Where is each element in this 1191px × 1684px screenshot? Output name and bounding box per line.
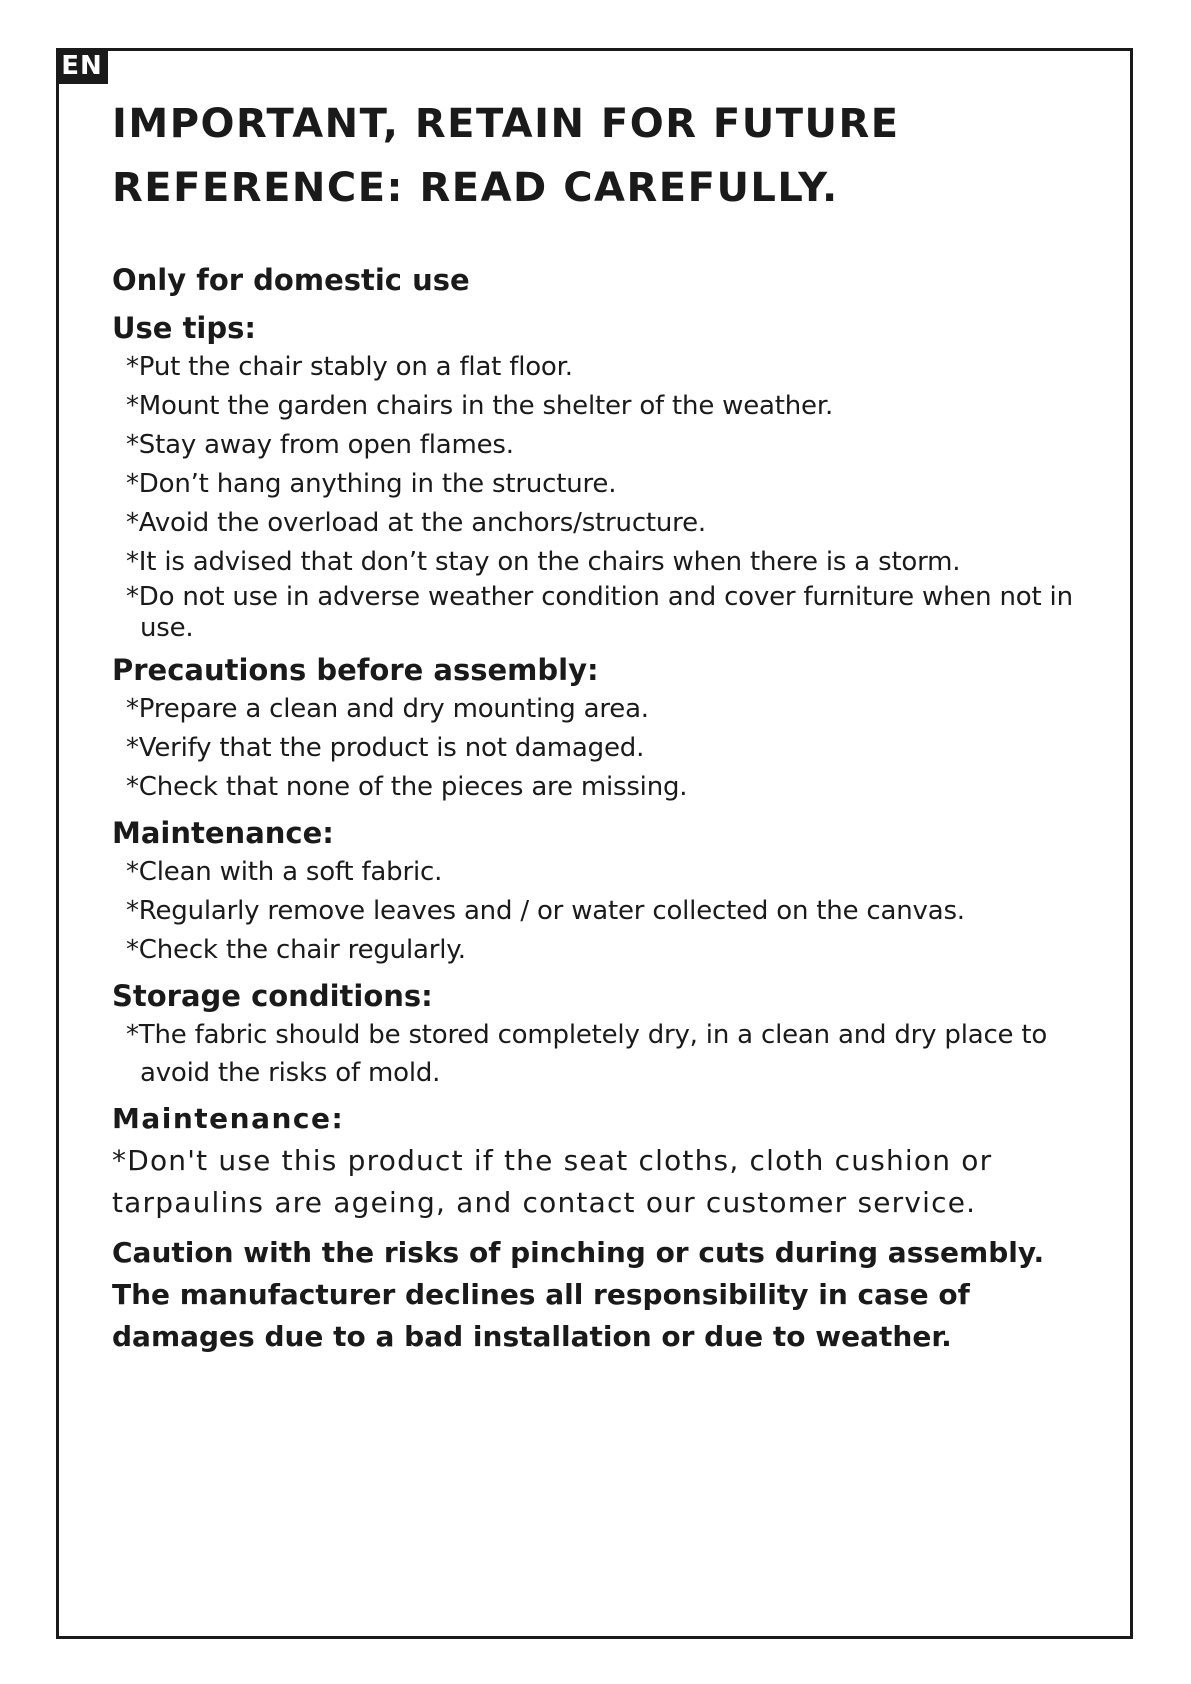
storage-heading: Storage conditions: — [112, 979, 433, 1013]
list-item: *Verify that the product is not damaged. — [126, 733, 645, 763]
document-content — [112, 92, 1102, 1358]
language-badge: EN — [56, 48, 108, 84]
precautions-list — [112, 690, 1102, 807]
list-item: *Put the chair stably on a flat floor. — [126, 352, 573, 382]
list-item: *It is advised that don’t stay on the chairs when there is a storm. — [126, 547, 961, 577]
list-item: *Prepare a clean and dry mounting area. — [126, 694, 649, 724]
list-item: *Do not use in adverse weather condition and cover furniture when not in use. — [126, 582, 1073, 643]
list-item: *Check that none of the pieces are missing. — [126, 772, 688, 802]
list-item: *Don’t hang anything in the structure. — [126, 469, 617, 499]
maintenance-heading: Maintenance: — [112, 816, 334, 850]
list-item: *Clean with a soft fabric. — [126, 857, 443, 887]
caution-line-1: Caution with the risks of pinching or cuts during assembly. — [112, 1236, 1045, 1269]
list-item: *Stay away from open flames. — [126, 430, 514, 460]
title-line-2: REFERENCE: READ CAREFULLY. — [112, 165, 839, 211]
maintenance-warning-heading: Maintenance: — [112, 1102, 345, 1135]
maintenance-warning-text: *Don't use this product if the seat cloths, cloth cushion or tarpaulins are ageing, and contact our customer service. — [112, 1144, 993, 1219]
use-tips-heading: Use tips: — [112, 311, 256, 345]
maintenance-list — [112, 853, 1102, 970]
storage-list — [112, 1016, 1102, 1092]
precautions-heading: Precautions before assembly: — [112, 653, 599, 687]
list-item: *The fabric should be stored completely dry, in a clean and dry place to avoid the risks of mold. — [126, 1020, 1048, 1088]
domestic-use-note: Only for domestic use — [112, 263, 470, 297]
list-item: *Avoid the overload at the anchors/structure. — [126, 508, 706, 538]
title-line-1: IMPORTANT, RETAIN FOR FUTURE — [112, 101, 900, 147]
list-item: *Mount the garden chairs in the shelter of the weather. — [126, 391, 834, 421]
list-item: *Check the chair regularly. — [126, 935, 466, 965]
page-title — [112, 92, 1102, 220]
caution-line-2: The manufacturer declines all responsibility in case of damages due to a bad installation or due to weather. — [112, 1278, 970, 1353]
use-tips-list — [112, 348, 1102, 644]
list-item: *Regularly remove leaves and / or water collected on the canvas. — [126, 896, 965, 926]
